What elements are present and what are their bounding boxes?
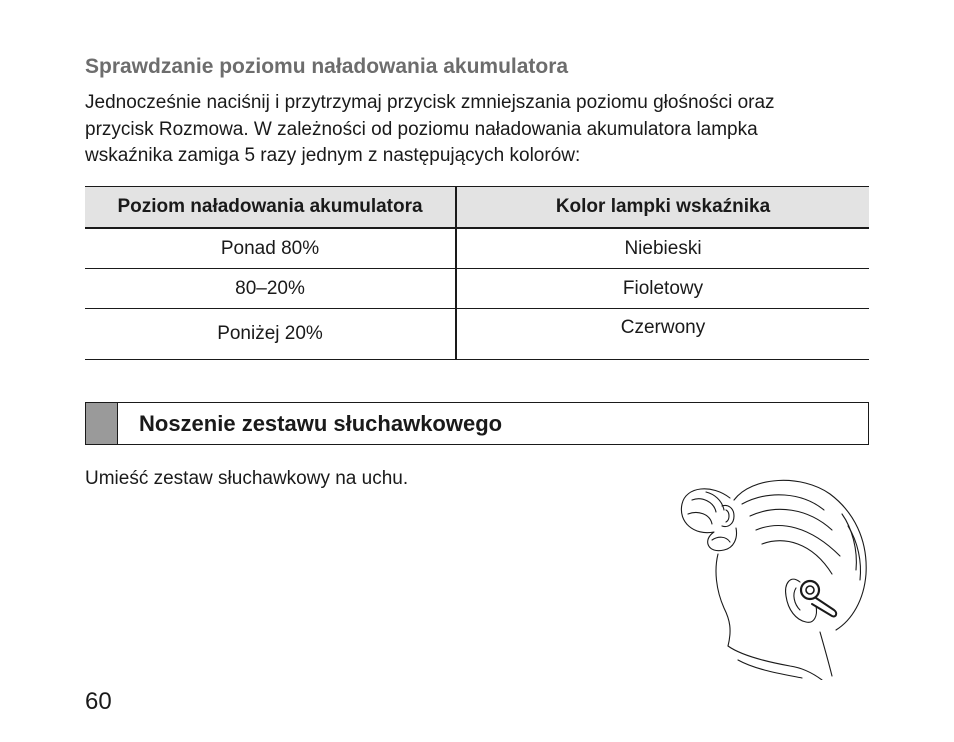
section-heading: Sprawdzanie poziomu naładowania akumulatora xyxy=(85,55,569,78)
table-cell-color: Niebieski xyxy=(456,228,869,269)
table-row xyxy=(85,309,869,360)
column-header-level: Poziom naładowania akumulatora xyxy=(85,187,456,229)
table-cell-color: Czerwony xyxy=(456,309,869,360)
page-number: 60 xyxy=(85,688,112,715)
intro-line: Jednocześnie naciśnij i przytrzymaj przycisk zmniejszania poziomu głośności oraz xyxy=(85,92,775,113)
intro-paragraph xyxy=(85,90,875,170)
table-row xyxy=(85,269,869,309)
wearing-instruction: Umieść zestaw słuchawkowy na uchu. xyxy=(85,468,409,489)
intro-line: przycisk Rozmowa. W zależności od poziomu naładowania akumulatora lampka xyxy=(85,118,758,140)
table-cell-level: Poniżej 20% xyxy=(85,309,456,360)
column-header-color: Kolor lampki wskaźnika xyxy=(456,187,869,229)
table-header-row xyxy=(85,187,869,229)
intro-line: wskaźnika zamiga 5 razy jednym z następujących kolorów: xyxy=(85,145,581,166)
section-title: Noszenie zestawu słuchawkowego xyxy=(139,411,503,436)
battery-level-table xyxy=(85,186,869,360)
head-with-headset-illustration xyxy=(672,470,872,680)
section-marker xyxy=(86,403,118,444)
table-cell-level: Ponad 80% xyxy=(85,228,456,269)
table-cell-level: 80–20% xyxy=(85,269,456,309)
table-cell-color: Fioletowy xyxy=(456,269,869,309)
table-row xyxy=(85,228,869,269)
section-header-box xyxy=(85,402,869,445)
